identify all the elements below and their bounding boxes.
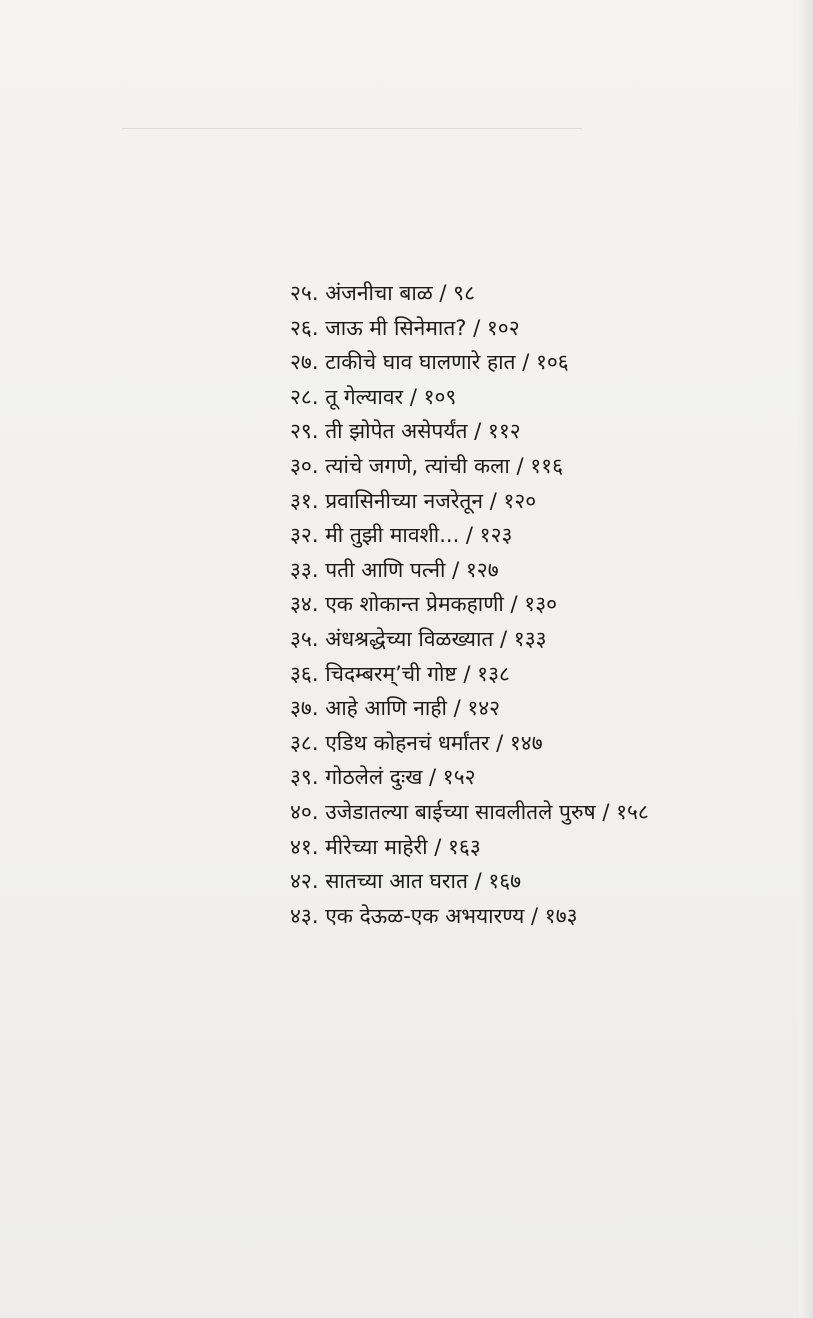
- toc-entry: ३२. मी तुझी मावशी... / १२३: [290, 523, 513, 548]
- toc-entry: २९. ती झोपेत असेपर्यंत / ११२: [290, 419, 521, 444]
- toc-entry: ३३. पती आणि पत्नी / १२७: [290, 557, 499, 582]
- toc-entry: २६. जाऊ मी सिनेमात? / १०२: [290, 315, 520, 340]
- page-edge: [799, 0, 813, 1318]
- table-of-contents: [290, 276, 649, 933]
- toc-entry: ३१. प्रवासिनीच्या नजरेतून / १२०: [290, 488, 537, 513]
- toc-entry: ३७. आहे आणि नाही / १४२: [290, 696, 501, 721]
- toc-entry: २५. अंजनीचा बाळ / ९८: [290, 281, 476, 305]
- toc-entry: ३४. एक शोकान्त प्रेमकहाणी / १३०: [290, 592, 558, 617]
- toc-entry: २७. टाकीचे घाव घालणारे हात / १०६: [290, 350, 569, 375]
- toc-entry: ४१. मीरेच्या माहेरी / १६३: [290, 834, 481, 859]
- toc-entry: ४३. एक देऊळ-एक अभयारण्य / १७३: [290, 903, 578, 928]
- toc-entry: ३८. एडिथ कोहनचं धर्मांतर / १४७: [290, 730, 543, 755]
- toc-entry: २८. तू गेल्यावर / १०९: [290, 384, 457, 409]
- toc-entry: ४२. सातच्या आत घरात / १६७: [290, 869, 522, 894]
- toc-entry: ३५. अंधश्रद्धेच्या विळख्यात / १३३: [290, 626, 547, 651]
- header-rule: [122, 128, 582, 129]
- toc-entry: ३०. त्यांचे जगणे, त्यांची कला / ११६: [290, 453, 563, 478]
- toc-entry: ३९. गोठलेलं दुःख / १५२: [290, 765, 476, 790]
- toc-entry: ४०. उजेडातल्या बाईच्या सावलीतले पुरुष / १५८: [290, 799, 649, 824]
- toc-entry: ३६. चिदम्बरम्’ची गोष्ट / १३८: [290, 661, 510, 686]
